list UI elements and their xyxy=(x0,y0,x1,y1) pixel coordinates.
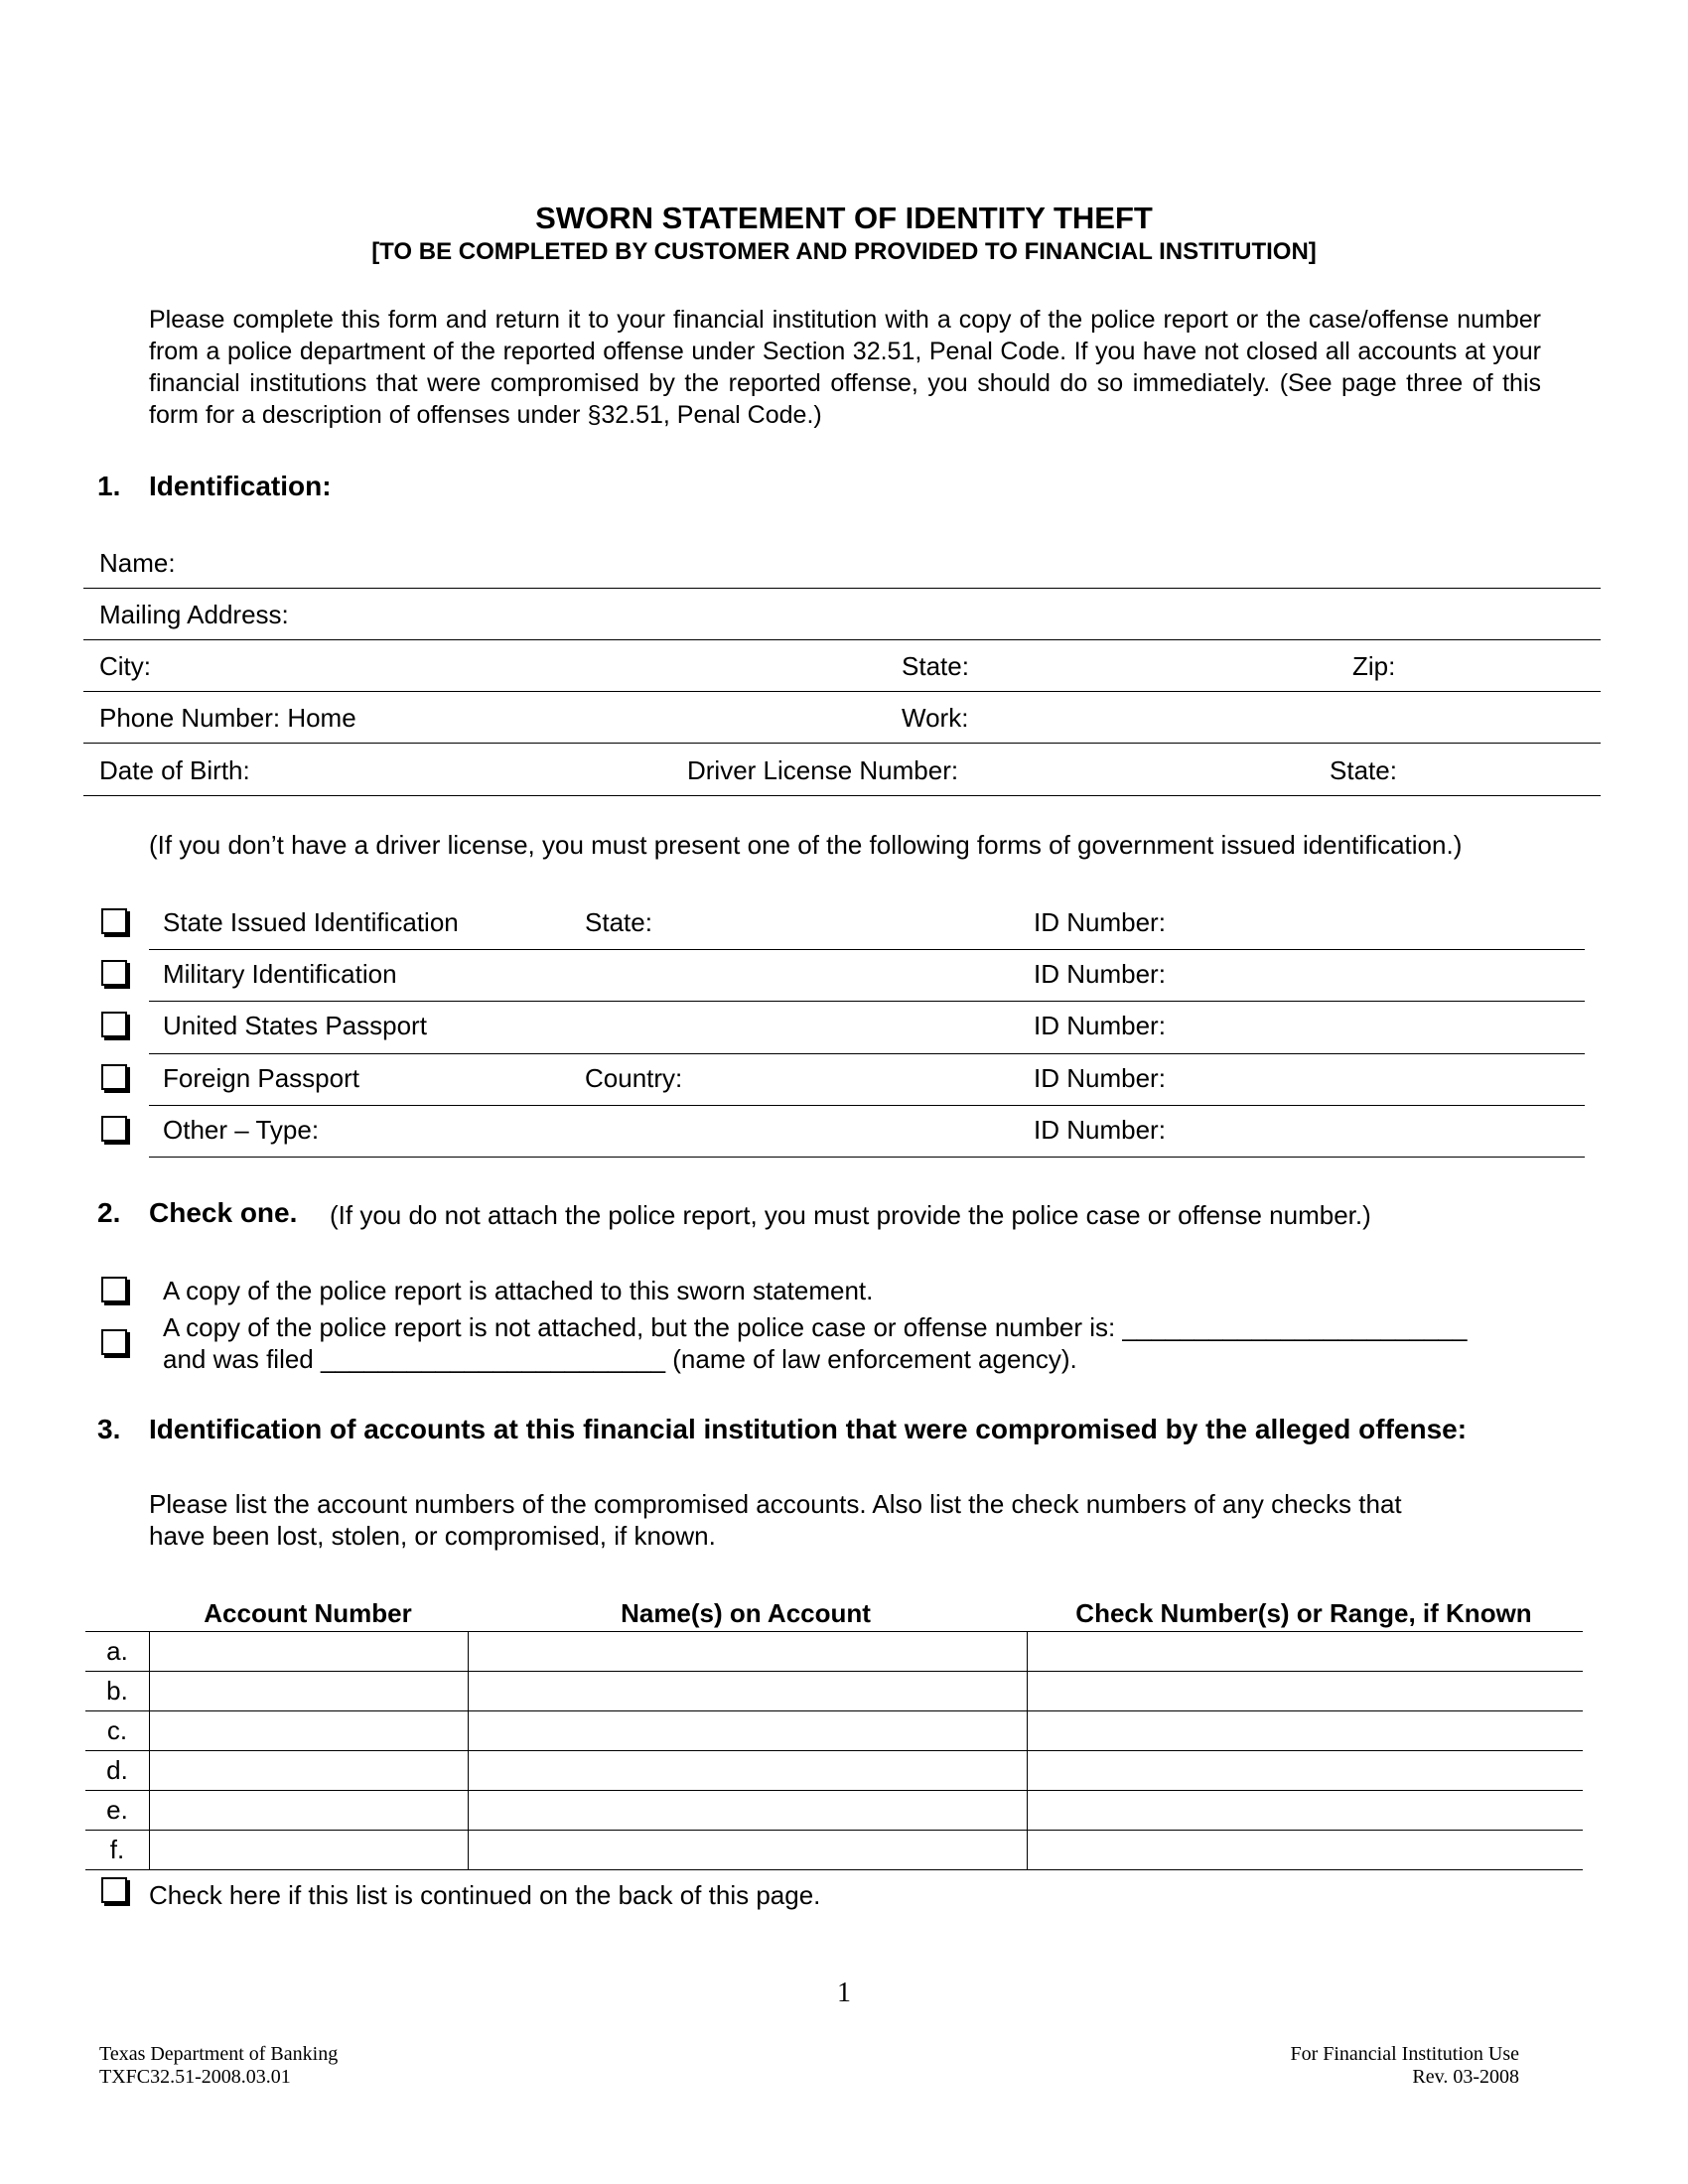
section3-instructions-line1: Please list the account numbers of the compromised accounts. Also list the check numbers of any checks that xyxy=(149,1489,1402,1519)
page-number: 1 xyxy=(837,1978,851,2008)
other-id-label: Other – Type: xyxy=(163,1115,320,1145)
state-id-label: State Issued Identification xyxy=(163,907,459,937)
us-passport-checkbox[interactable] xyxy=(101,1012,127,1037)
dob-line[interactable] xyxy=(83,795,1601,796)
table-row xyxy=(85,1672,1583,1711)
mailing-address-line[interactable] xyxy=(83,639,1601,640)
work-phone-label: Work: xyxy=(902,703,969,733)
military-id-line[interactable] xyxy=(149,1001,1585,1002)
account-number-cell[interactable] xyxy=(150,1672,469,1711)
table-row xyxy=(85,1751,1583,1791)
military-id-label: Military Identification xyxy=(163,959,397,989)
form-subtitle: [TO BE COMPLETED BY CUSTOMER AND PROVIDED TO FINANCIAL INSTITUTION] xyxy=(371,238,1317,265)
row-label: e. xyxy=(85,1791,150,1831)
dob-label: Date of Birth: xyxy=(99,755,250,785)
driver-license-label: Driver License Number: xyxy=(687,755,959,785)
section3-title: Identification of accounts at this financial institution that were compromised by the alleged offense: xyxy=(149,1414,1468,1444)
section1-number: 1. xyxy=(97,471,121,501)
account-number-cell[interactable] xyxy=(150,1711,469,1751)
report-not-attached-line1: A copy of the police report is not attached, but the police case or offense number is: ________________________ xyxy=(163,1312,1468,1342)
report-not-attached-checkbox[interactable] xyxy=(101,1329,127,1355)
state-id-line[interactable] xyxy=(149,949,1585,950)
other-id-line[interactable] xyxy=(149,1157,1585,1158)
row-label: d. xyxy=(85,1751,150,1791)
footer-use-note: For Financial Institution Use xyxy=(1290,2043,1519,2065)
id-note: (If you don’t have a driver license, you must present one of the following forms of government issued identification.) xyxy=(149,830,1463,860)
foreign-passport-label: Foreign Passport xyxy=(163,1063,359,1093)
account-number-cell[interactable] xyxy=(150,1751,469,1791)
footer-revision: Rev. 03-2008 xyxy=(1412,2066,1519,2088)
name-label: Name: xyxy=(99,548,176,578)
form-title: SWORN STATEMENT OF IDENTITY THEFT xyxy=(535,201,1153,235)
foreign-passport-line[interactable] xyxy=(149,1105,1585,1106)
table-row xyxy=(85,1632,1583,1672)
other-id-number-label: ID Number: xyxy=(1034,1115,1166,1145)
names-on-account-cell[interactable] xyxy=(469,1831,1028,1870)
section1-title: Identification: xyxy=(149,471,332,501)
zip-label: Zip: xyxy=(1352,651,1396,681)
military-id-checkbox[interactable] xyxy=(101,960,127,986)
row-label: a. xyxy=(85,1632,150,1672)
col-names-on-account: Name(s) on Account xyxy=(621,1598,871,1628)
footer-right xyxy=(1290,2043,1519,2089)
phone-home-label: Phone Number: Home xyxy=(99,703,356,733)
check-numbers-cell[interactable] xyxy=(1028,1711,1584,1751)
us-passport-label: United States Passport xyxy=(163,1011,427,1040)
state-id-number-label: ID Number: xyxy=(1034,907,1166,937)
other-id-checkbox[interactable] xyxy=(101,1116,127,1142)
table-row xyxy=(85,1791,1583,1831)
us-passport-line[interactable] xyxy=(149,1053,1585,1054)
table-row xyxy=(85,1831,1583,1870)
accounts-table xyxy=(85,1631,1583,1870)
row-label: f. xyxy=(85,1831,150,1870)
state-id-checkbox[interactable] xyxy=(101,908,127,934)
foreign-passport-number-label: ID Number: xyxy=(1034,1063,1166,1093)
footer-left xyxy=(99,2043,338,2089)
section2-note: (If you do not attach the police report, you must provide the police case or offense number.) xyxy=(330,1200,1371,1230)
account-number-cell[interactable] xyxy=(150,1831,469,1870)
list-continued-checkbox[interactable] xyxy=(101,1877,127,1903)
military-id-number-label: ID Number: xyxy=(1034,959,1166,989)
list-continued-label: Check here if this list is continued on the back of this page. xyxy=(149,1880,821,1910)
phone-line[interactable] xyxy=(83,743,1601,744)
names-on-account-cell[interactable] xyxy=(469,1672,1028,1711)
check-numbers-cell[interactable] xyxy=(1028,1831,1584,1870)
section2-number: 2. xyxy=(97,1197,121,1228)
state-id-state-label: State: xyxy=(585,907,652,937)
dl-state-label: State: xyxy=(1330,755,1397,785)
col-check-numbers: Check Number(s) or Range, if Known xyxy=(1075,1598,1532,1628)
check-numbers-cell[interactable] xyxy=(1028,1672,1584,1711)
foreign-passport-checkbox[interactable] xyxy=(101,1064,127,1090)
city-label: City: xyxy=(99,651,151,681)
report-attached-label: A copy of the police report is attached to this sworn statement. xyxy=(163,1276,874,1305)
foreign-passport-country-label: Country: xyxy=(585,1063,683,1093)
account-number-cell[interactable] xyxy=(150,1632,469,1672)
intro-paragraph: Please complete this form and return it to your financial institution with a copy of the police report or the case/offense number from a police department of the reported offense under Section 32.51, Penal Code. If you have not closed all accounts at your financial institutions that were compromised by the reported offense, you should do so immediately. (See page three of this form for a description of offenses under §32.51, Penal Code.) xyxy=(149,306,1541,429)
state-label: State: xyxy=(902,651,969,681)
check-numbers-cell[interactable] xyxy=(1028,1751,1584,1791)
row-label: c. xyxy=(85,1711,150,1751)
us-passport-number-label: ID Number: xyxy=(1034,1011,1166,1040)
account-number-cell[interactable] xyxy=(150,1791,469,1831)
check-numbers-cell[interactable] xyxy=(1028,1632,1584,1672)
name-line[interactable] xyxy=(83,588,1601,589)
section3-number: 3. xyxy=(97,1414,121,1444)
report-attached-checkbox[interactable] xyxy=(101,1277,127,1302)
table-row xyxy=(85,1711,1583,1751)
report-not-attached-line2: and was filed ________________________ (name of law enforcement agency). xyxy=(163,1344,1077,1374)
section3-instructions-line2: have been lost, stolen, or compromised, if known. xyxy=(149,1521,716,1551)
row-label: b. xyxy=(85,1672,150,1711)
names-on-account-cell[interactable] xyxy=(469,1632,1028,1672)
footer-form-code: TXFC32.51-2008.03.01 xyxy=(99,2066,291,2088)
names-on-account-cell[interactable] xyxy=(469,1751,1028,1791)
section2-title: Check one. xyxy=(149,1197,298,1228)
city-line[interactable] xyxy=(83,691,1601,692)
mailing-address-label: Mailing Address: xyxy=(99,600,289,629)
footer-agency: Texas Department of Banking xyxy=(99,2043,339,2065)
col-account-number: Account Number xyxy=(204,1598,412,1628)
names-on-account-cell[interactable] xyxy=(469,1711,1028,1751)
names-on-account-cell[interactable] xyxy=(469,1791,1028,1831)
check-numbers-cell[interactable] xyxy=(1028,1791,1584,1831)
